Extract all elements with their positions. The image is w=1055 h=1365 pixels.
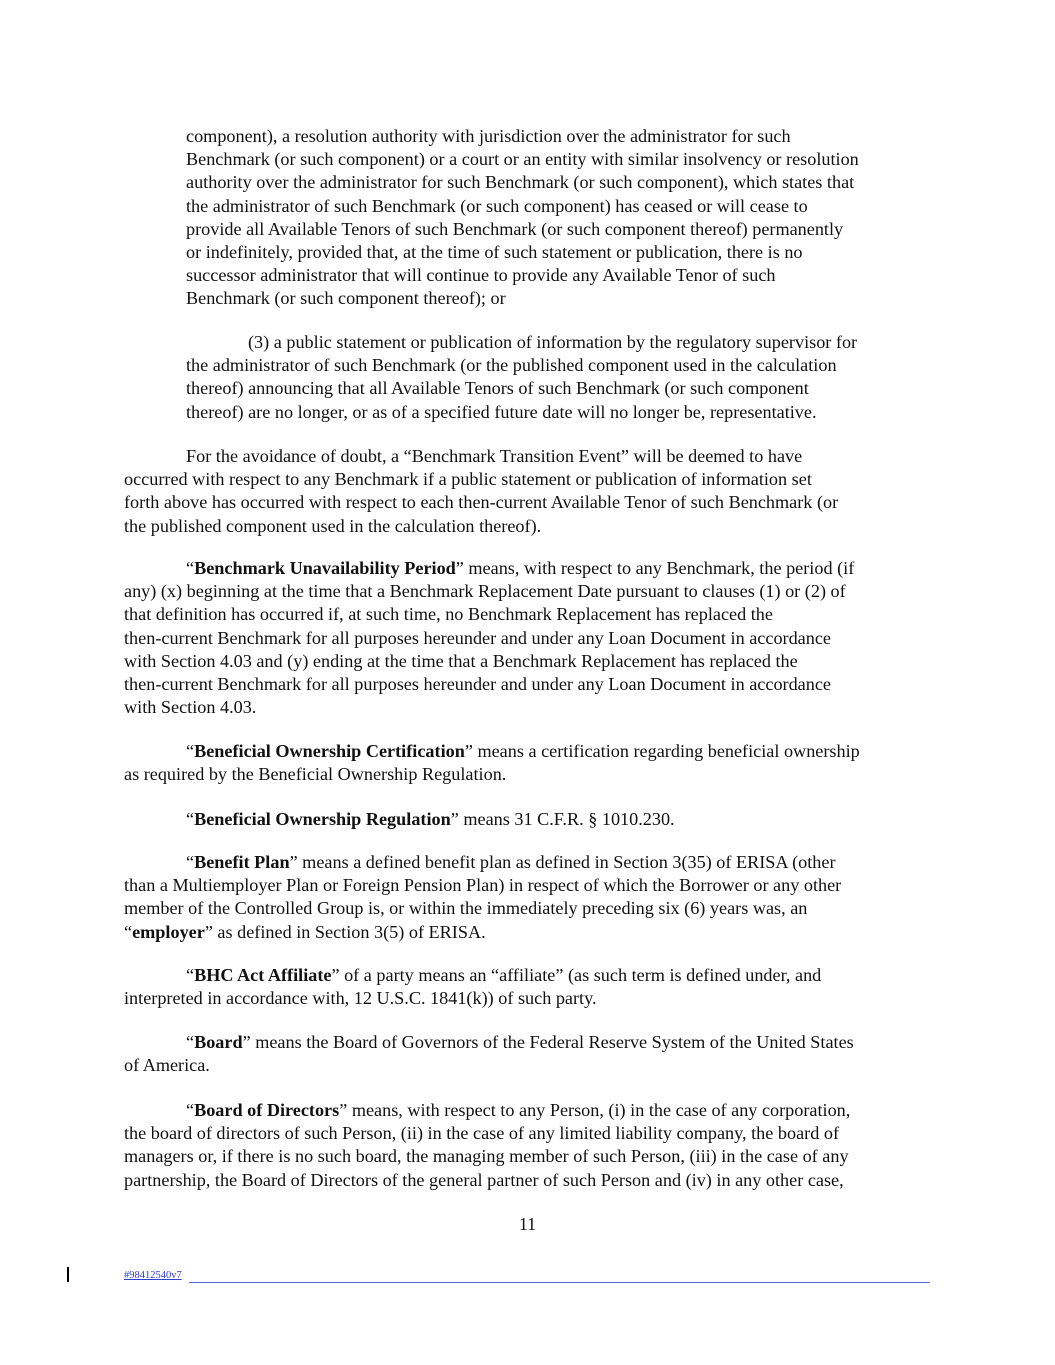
- text-line: with Section 4.03.: [124, 697, 257, 718]
- text-line: then-current Benchmark for all purposes hereunder and under any Loan Document in accordance: [124, 674, 831, 695]
- text-line: with Section 4.03 and (y) ending at the time that a Benchmark Replacement has replaced the: [124, 650, 798, 671]
- text-line: [124, 1099, 946, 1122]
- text-line: [124, 921, 946, 944]
- clause-3: [186, 331, 946, 424]
- defined-term: Benefit Plan: [194, 852, 290, 872]
- text-line: that definition has occurred if, at such time, no Benchmark Replacement has replaced the: [124, 604, 773, 625]
- open-quote: “: [186, 809, 195, 829]
- text-line: Benchmark (or such component) or a court or an entity with similar insolvency or resolution: [186, 149, 859, 170]
- text-line: interpreted in accordance with, 12 U.S.C. 1841(k)) of such party.: [124, 988, 597, 1009]
- definition-text: ” means, with respect to any Benchmark, the period (if: [455, 558, 855, 578]
- definition-text: ” means a defined benefit plan as defined in Section 3(35) of ERISA (other: [289, 852, 836, 872]
- open-quote: “: [186, 965, 195, 985]
- text-line: than a Multiemployer Plan or Foreign Pension Plan) in respect of which the Borrower or any other: [124, 875, 842, 896]
- definition-text: ” means the Board of Governors of the Federal Reserve System of the United States: [242, 1032, 854, 1052]
- revision-change-bar: [67, 1267, 69, 1282]
- definition-text: ” means 31 C.F.R. § 1010.230.: [450, 809, 675, 829]
- definition-text: ” of a party means an “affiliate” (as such term is defined under, and: [331, 965, 822, 985]
- text-line: of America.: [124, 1055, 210, 1076]
- text-line: then-current Benchmark for all purposes hereunder and under any Loan Document in accordance: [124, 627, 831, 648]
- defined-term: BHC Act Affiliate: [194, 965, 332, 985]
- text-line: (3) a public statement or publication of information by the regulatory supervisor for: [248, 332, 858, 352]
- open-quote: “: [186, 558, 195, 578]
- definition-text: ” as defined in Section 3(5) of ERISA.: [204, 921, 486, 942]
- text-line: [124, 1031, 946, 1054]
- text-line: thereof) announcing that all Available Tenors of such Benchmark (or such component: [186, 378, 809, 399]
- open-quote: “: [124, 921, 133, 942]
- text-line: [124, 740, 946, 763]
- defined-term: Benchmark Unavailability Period: [194, 558, 456, 578]
- text-line: successor administrator that will continue to provide any Available Tenor of such: [186, 265, 776, 286]
- text-line: Benchmark (or such component thereof); or: [186, 288, 506, 309]
- open-quote: “: [186, 741, 195, 761]
- text-line: [124, 964, 946, 987]
- footer-document-id: #98412540v7: [124, 1270, 182, 1281]
- clause-2-continuation: [186, 125, 946, 311]
- text-line: managers or, if there is no such board, the managing member of such Person, (iii) in the case of any: [124, 1146, 849, 1167]
- defined-term: employer: [132, 921, 205, 942]
- open-quote: “: [186, 1032, 195, 1052]
- text-line: partnership, the Board of Directors of the general partner of such Person and (iv) in any other case,: [124, 1169, 844, 1190]
- open-quote: “: [186, 1100, 195, 1120]
- definition-board-of-directors: [124, 1099, 946, 1192]
- text-line: any) (x) beginning at the time that a Benchmark Replacement Date pursuant to clauses (1) or (2) of: [124, 581, 846, 602]
- open-quote: “: [186, 852, 195, 872]
- text-line: the published component used in the calculation thereof).: [124, 515, 542, 536]
- text-line: authority over the administrator for such Benchmark (or such component), which states that: [186, 172, 855, 193]
- defined-term: Board of Directors: [194, 1100, 340, 1120]
- text-line: as required by the Beneficial Ownership Regulation.: [124, 764, 507, 785]
- defined-term: Beneficial Ownership Certification: [194, 741, 465, 761]
- avoidance-of-doubt-paragraph: [124, 445, 946, 538]
- text-line: member of the Controlled Group is, or within the immediately preceding six (6) years was, an: [124, 898, 808, 919]
- page-number: 11: [518, 1214, 537, 1234]
- definition-benchmark-unavailability-period: [124, 557, 946, 719]
- definition-bhc-act-affiliate: [124, 964, 946, 1010]
- defined-term: Beneficial Ownership Regulation: [194, 809, 451, 829]
- definition-board: [124, 1031, 946, 1077]
- text-line: the administrator of such Benchmark (or the published component used in the calculation: [186, 355, 837, 376]
- text-line: or indefinitely, provided that, at the time of such statement or publication, there is no: [186, 242, 803, 263]
- definition-text: ” means, with respect to any Person, (i) in the case of any corporation,: [339, 1100, 851, 1120]
- text-line: component), a resolution authority with jurisdiction over the administrator for such: [186, 126, 791, 146]
- text-line: provide all Available Tenors of such Benchmark (or such component thereof) permanently: [186, 218, 844, 239]
- defined-term: Board: [194, 1032, 243, 1052]
- text-line: [124, 557, 946, 580]
- text-line: thereof) are no longer, or as of a specified future date will no longer be, representative.: [186, 401, 817, 422]
- text-line: [124, 808, 946, 831]
- definition-text: ” means a certification regarding beneficial ownership: [464, 741, 860, 761]
- text-line: the administrator of such Benchmark (or such component) has ceased or will cease to: [186, 195, 808, 216]
- text-line: occurred with respect to any Benchmark if a public statement or publication of information set: [124, 469, 812, 490]
- footer-rule: [189, 1282, 930, 1283]
- text-line: [124, 851, 946, 874]
- text-line: For the avoidance of doubt, a “Benchmark Transition Event” will be deemed to have: [186, 446, 803, 466]
- definition-beneficial-ownership-certification: [124, 740, 946, 786]
- definition-benefit-plan: [124, 851, 946, 944]
- text-line: forth above has occurred with respect to each then-current Available Tenor of such Benchmark (or: [124, 492, 839, 513]
- text-line: the board of directors of such Person, (ii) in the case of any limited liability company, the board of: [124, 1123, 840, 1144]
- definition-beneficial-ownership-regulation: [124, 808, 946, 831]
